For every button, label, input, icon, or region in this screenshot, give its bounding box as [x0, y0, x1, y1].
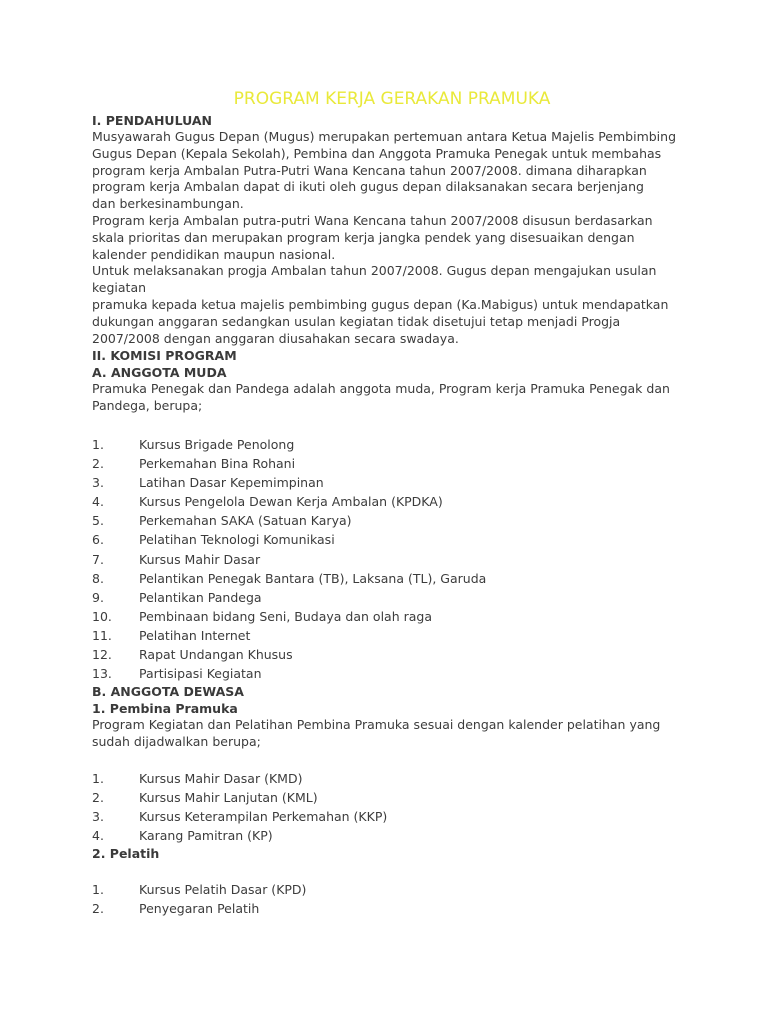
- paragraph-line: dukungan anggaran sedangkan usulan kegiatan tidak disetujui tetap menjadi Progja: [92, 313, 621, 329]
- list-item: [92, 769, 692, 788]
- list-text: Partisipasi Kegiatan: [139, 666, 262, 682]
- list-item: [92, 807, 692, 826]
- list-item: [92, 492, 692, 511]
- list-number: 2.: [92, 901, 104, 917]
- list-number: 8.: [92, 570, 104, 586]
- paragraph-line: Pramuka Penegak dan Pandega adalah anggota muda, Program kerja Pramuka Penegak dan: [92, 381, 670, 397]
- paragraph-line: Gugus Depan (Kepala Sekolah), Pembina dan Anggota Pramuka Penegak untuk membahas: [92, 145, 662, 161]
- list-number: 1.: [92, 882, 104, 898]
- list-number: 5.: [92, 513, 104, 529]
- pendahuluan-body: [92, 129, 692, 347]
- list-text: Perkemahan Bina Rohani: [139, 456, 296, 472]
- list-item: [92, 826, 692, 845]
- spacer: [92, 862, 692, 880]
- list-item: [92, 607, 692, 626]
- subsection-heading-anggota-muda: A. ANGGOTA MUDA: [92, 365, 227, 381]
- list-number: 3.: [92, 475, 104, 491]
- list-item: [92, 511, 692, 530]
- list-text: Rapat Undangan Khusus: [139, 646, 293, 662]
- list-text: Kursus Mahir Dasar: [139, 551, 261, 567]
- document-page: [92, 88, 692, 918]
- list-number: 1.: [92, 436, 104, 452]
- list-item: [92, 645, 692, 664]
- list-text: Pelatihan Teknologi Komunikasi: [139, 532, 335, 548]
- list-number: 11.: [92, 627, 112, 643]
- list-text: Kursus Keterampilan Perkemahan (KKP): [139, 808, 388, 824]
- paragraph-line: sudah dijadwalkan berupa;: [92, 733, 261, 749]
- list-item: [92, 454, 692, 473]
- subsection-heading-pembina-pramuka: 1. Pembina Pramuka: [92, 701, 238, 717]
- paragraph-line: dan berkesinambungan.: [92, 196, 244, 212]
- list-item: [92, 550, 692, 569]
- subsection-heading-pelatih: 2. Pelatih: [92, 846, 160, 862]
- paragraph-line: program kerja Ambalan dapat di ikuti oleh gugus depan dilaksanakan secara berjenjang: [92, 179, 644, 195]
- list-item: [92, 473, 692, 492]
- list-number: 2.: [92, 456, 104, 472]
- list-text: Pelatihan Internet: [139, 627, 251, 643]
- list-number: 12.: [92, 646, 112, 662]
- paragraph-line: 2007/2008 dengan anggaran diusahakan secara swadaya.: [92, 330, 459, 346]
- list-number: 13.: [92, 666, 112, 682]
- document-title: PROGRAM KERJA GERAKAN PRAMUKA: [233, 89, 551, 109]
- pembina-pramuka-list: [92, 769, 692, 845]
- anggota-muda-list: [92, 435, 692, 683]
- section-heading-pendahuluan: I. PENDAHULUAN: [92, 113, 212, 128]
- list-item: [92, 880, 692, 899]
- subsection-heading-anggota-dewasa: B. ANGGOTA DEWASA: [92, 684, 244, 700]
- paragraph-line: kegiatan: [92, 280, 147, 296]
- list-text: Kursus Pelatih Dasar (KPD): [139, 882, 307, 898]
- list-item: [92, 435, 692, 454]
- paragraph-line: Musyawarah Gugus Depan (Mugus) merupakan pertemuan antara Ketua Majelis Pembimbing: [92, 129, 677, 144]
- paragraph-line: program kerja Ambalan Putra-Putri Wana Kencana tahun 2007/2008. dimana diharapkan: [92, 162, 647, 178]
- list-text: Pelantikan Pandega: [139, 589, 262, 605]
- list-number: 4.: [92, 828, 104, 844]
- list-number: 7.: [92, 551, 104, 567]
- paragraph-line: Program kerja Ambalan putra-putri Wana Kencana tahun 2007/2008 disusun berdasarkan: [92, 212, 653, 228]
- list-text: Kursus Mahir Dasar (KMD): [139, 770, 303, 786]
- paragraph-line: pramuka kepada ketua majelis pembimbing gugus depan (Ka.Mabigus) untuk mendapatkan: [92, 296, 669, 312]
- list-text: Penyegaran Pelatih: [139, 901, 260, 917]
- list-text: Karang Pamitran (KP): [139, 828, 273, 844]
- list-number: 9.: [92, 589, 104, 605]
- list-item: [92, 530, 692, 549]
- list-number: 10.: [92, 608, 112, 624]
- paragraph-line: skala prioritas dan merupakan program kerja jangka pendek yang disesuaikan dengan: [92, 229, 635, 245]
- paragraph-line: Untuk melaksanakan progja Ambalan tahun 2007/2008. Gugus depan mengajukan usulan: [92, 263, 657, 279]
- paragraph-line: Program Kegiatan dan Pelatihan Pembina Pramuka sesuai dengan kalender pelatihan yang: [92, 717, 661, 733]
- spacer: [92, 415, 692, 435]
- paragraph-line: kalender pendidikan maupun nasional.: [92, 246, 336, 262]
- list-number: 4.: [92, 494, 104, 510]
- list-item: [92, 588, 692, 607]
- pelatih-list: [92, 880, 692, 918]
- list-item: [92, 664, 692, 683]
- section-heading-komisi-program: II. KOMISI PROGRAM: [92, 348, 237, 364]
- list-text: Pembinaan bidang Seni, Budaya dan olah raga: [139, 608, 432, 624]
- list-item: [92, 788, 692, 807]
- list-number: 1.: [92, 770, 104, 786]
- list-text: Latihan Dasar Kepemimpinan: [139, 475, 324, 491]
- list-item: [92, 569, 692, 588]
- spacer: [92, 751, 692, 769]
- list-text: Kursus Mahir Lanjutan (KML): [139, 789, 318, 805]
- list-text: Perkemahan SAKA (Satuan Karya): [139, 513, 352, 529]
- list-number: 2.: [92, 789, 104, 805]
- list-text: Pelantikan Penegak Bantara (TB), Laksana (TL), Garuda: [139, 570, 487, 586]
- paragraph-line: Pandega, berupa;: [92, 398, 203, 414]
- list-item: [92, 899, 692, 918]
- list-number: 6.: [92, 532, 104, 548]
- list-item: [92, 626, 692, 645]
- list-text: Kursus Pengelola Dewan Kerja Ambalan (KPDKA): [139, 494, 443, 510]
- list-text: Kursus Brigade Penolong: [139, 436, 295, 452]
- list-number: 3.: [92, 808, 104, 824]
